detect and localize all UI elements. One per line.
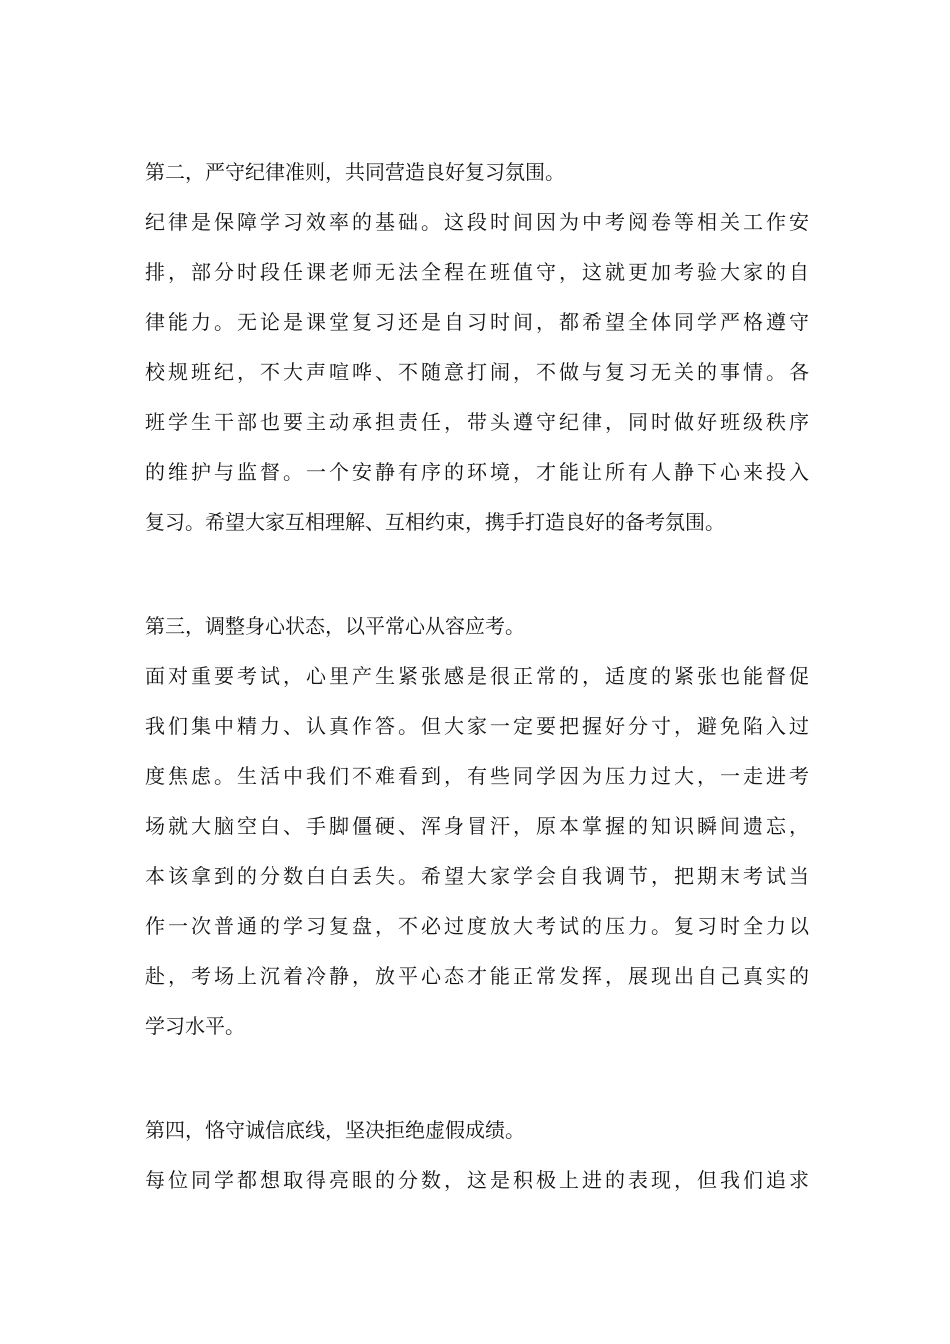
paragraph-line: 作一次普通的学习复盘，不必过度放大考试的压力。复习时全力以: [145, 914, 809, 938]
paragraph-line: 度焦虑。生活中我们不难看到，有些同学因为压力过大，一走进考: [145, 764, 809, 788]
paragraph-line: 每位同学都想取得亮眼的分数，这是积极上进的表现，但我们追求: [145, 1168, 809, 1192]
section-heading: 第二，严守纪律准则，共同营造良好复习氛围。: [145, 160, 565, 184]
paragraph-line: 的维护与监督。一个安静有序的环境，才能让所有人静下心来投入: [145, 460, 809, 484]
paragraph-line: 班学生干部也要主动承担责任，带头遵守纪律，同时做好班级秩序: [145, 410, 809, 434]
paragraph-line: 我们集中精力、认真作答。但大家一定要把握好分寸，避免陷入过: [145, 714, 809, 738]
paragraph-line: 复习。希望大家互相理解、互相约束，携手打造良好的备考氛围。: [145, 510, 725, 534]
paragraph-line: 学习水平。: [145, 1014, 245, 1038]
section-4: [145, 1110, 809, 1210]
paragraph-line: 赴，考场上沉着冷静，放平心态才能正常发挥，展现出自己真实的: [145, 964, 809, 988]
paragraph-line: 校规班纪，不大声喧哗、不随意打闹，不做与复习无关的事情。各: [145, 360, 809, 384]
paragraph-line: 排，部分时段任课老师无法全程在班值守，这就更加考验大家的自: [145, 260, 809, 284]
section-heading: 第三，调整身心状态，以平常心从容应考。: [145, 614, 525, 638]
paragraph-line: 本该拿到的分数白白丢失。希望大家学会自我调节，把期末考试当: [145, 864, 809, 888]
section-heading: 第四，恪守诚信底线，坚决拒绝虚假成绩。: [145, 1118, 525, 1142]
section-3: [145, 606, 809, 1056]
document-body: [145, 152, 809, 1264]
paragraph-line: 纪律是保障学习效率的基础。这段时间因为中考阅卷等相关工作安: [145, 210, 809, 234]
paragraph-line: 场就大脑空白、手脚僵硬、浑身冒汗，原本掌握的知识瞬间遗忘，: [145, 814, 809, 838]
section-2: [145, 152, 809, 552]
paragraph-line: 律能力。无论是课堂复习还是自习时间，都希望全体同学严格遵守: [145, 310, 809, 334]
paragraph-line: 面对重要考试，心里产生紧张感是很正常的，适度的紧张也能督促: [145, 664, 809, 688]
